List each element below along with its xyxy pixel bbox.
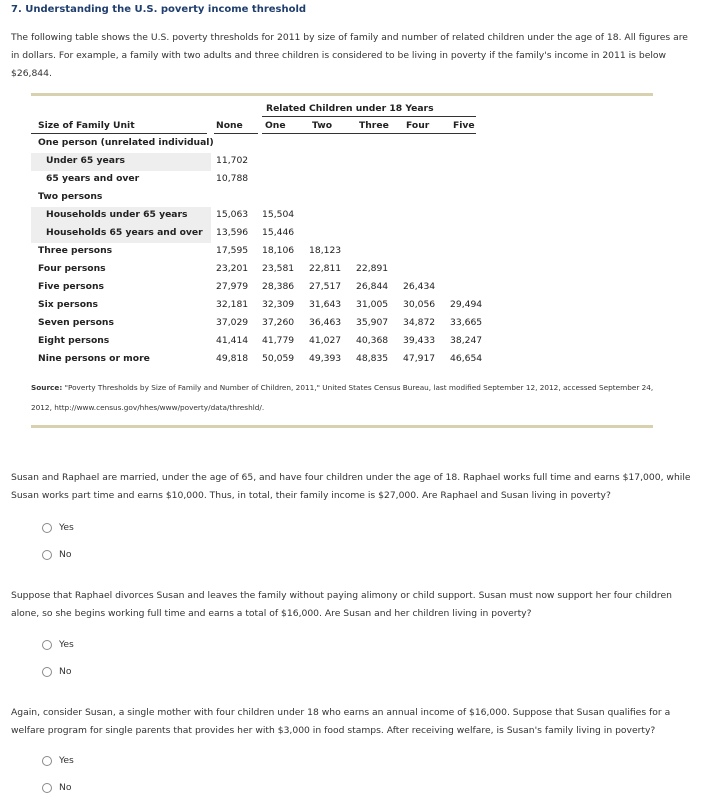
row-label: Two persons	[38, 191, 103, 202]
row-label: Eight persons	[38, 335, 110, 346]
q1-option-yes-label: Yes	[59, 522, 74, 533]
table-cell: 40,368	[356, 335, 389, 346]
radio-button-icon[interactable]	[42, 783, 52, 793]
table-cell: 38,247	[450, 335, 483, 346]
table-cell: 15,063	[216, 209, 249, 220]
table-cell: 39,433	[403, 335, 436, 346]
radio-button-icon[interactable]	[42, 523, 52, 533]
row-label: One person (unrelated individual)	[38, 137, 214, 148]
column-header: Five	[453, 120, 475, 131]
intro-paragraph: The following table shows the U.S. poverty thresholds for 2011 by size of family and number of related children under the age of 18. All figures are in dollars. For example, a family with two adults and three children is considered to be living in poverty if the family's income in 2011 is below $26,844.	[11, 32, 688, 79]
table-cell: 11,702	[216, 155, 249, 166]
table-cell: 37,029	[216, 317, 249, 328]
table-cell: 27,979	[216, 281, 249, 292]
table-cell: 50,059	[262, 353, 295, 364]
table-cell: 46,654	[450, 353, 483, 364]
row-label: Nine persons or more	[38, 353, 150, 364]
radio-button-icon[interactable]	[42, 550, 52, 560]
table-bottom-rule	[31, 425, 653, 428]
table-cell: 18,106	[262, 245, 295, 256]
source-text: "Poverty Thresholds by Size of Family and Number of Children, 2011," United States Census Bureau, last modified September 12, 2012, accessed September 24, 2012, http://www.census.gov/hhes/www/poverty/data/threshld/.	[31, 383, 654, 412]
question-3-text: Again, consider Susan, a single mother with four children under 18 who earns an annual income of $16,000. Suppose that Susan qualifies for a welfare program for single parents that provides her with $3,000 in food stamps. After receiving welfare, is Susan's family living in poverty?	[11, 707, 671, 736]
table-cell: 35,907	[356, 317, 389, 328]
table-cell: 41,414	[216, 335, 249, 346]
row-label: Three persons	[38, 245, 113, 256]
q3-option-no-label: No	[59, 782, 72, 793]
table-cell: 17,595	[216, 245, 249, 256]
question-title: 7. Understanding the U.S. poverty income threshold	[11, 4, 307, 15]
column-header: Three	[359, 120, 389, 131]
table-cell: 49,818	[216, 353, 249, 364]
question-2-text: Suppose that Raphael divorces Susan and leaves the family without paying alimony or child support. Susan must now support her four children alone, so she begins working full time and earns a total of $16,000. Are Susan and her children living in poverty?	[11, 590, 672, 619]
q1-option-no-label: No	[59, 549, 72, 560]
table-cell: 32,309	[262, 299, 295, 310]
header-underline	[31, 133, 207, 134]
table-cell: 23,581	[262, 263, 295, 274]
table-cell: 30,056	[403, 299, 436, 310]
table-cell: 49,393	[309, 353, 342, 364]
table-cell: 27,517	[309, 281, 342, 292]
radio-button-icon[interactable]	[42, 640, 52, 650]
q3-option-yes-label: Yes	[59, 755, 74, 766]
q2-option-yes-label: Yes	[59, 639, 74, 650]
table-cell: 26,844	[356, 281, 389, 292]
radio-button-icon[interactable]	[42, 667, 52, 677]
q2-option-yes[interactable]	[42, 639, 74, 650]
row-header: Size of Family Unit	[38, 120, 135, 131]
table-cell: 31,005	[356, 299, 389, 310]
header-underline	[214, 133, 258, 134]
q1-option-no[interactable]	[42, 549, 72, 560]
table-cell: 41,027	[309, 335, 342, 346]
column-group-header: Related Children under 18 Years	[266, 103, 434, 114]
column-header: None	[216, 120, 243, 131]
q2-option-no[interactable]	[42, 666, 72, 677]
q2-option-no-label: No	[59, 666, 72, 677]
row-label: Four persons	[38, 263, 106, 274]
table-cell: 37,260	[262, 317, 295, 328]
table-cell: 31,643	[309, 299, 342, 310]
table-cell: 28,386	[262, 281, 295, 292]
source-label: Source:	[31, 383, 63, 392]
question-1-text: Susan and Raphael are married, under the age of 65, and have four children under the age of 18. Raphael works full time and earns $17,000, while Susan works part time and earns $10,000. Thus, in total, their family income is $27,000. Are Raphael and Susan living in poverty?	[11, 472, 691, 501]
q1-option-yes[interactable]	[42, 522, 74, 533]
row-label: Five persons	[38, 281, 104, 292]
table-cell: 15,446	[262, 227, 295, 238]
table-cell: 33,665	[450, 317, 483, 328]
table-cell: 36,463	[309, 317, 342, 328]
q3-option-no[interactable]	[42, 782, 72, 793]
table-source	[31, 378, 671, 418]
column-header: One	[265, 120, 286, 131]
table-cell: 22,811	[309, 263, 342, 274]
table-cell: 15,504	[262, 209, 295, 220]
table-cell: 29,494	[450, 299, 483, 310]
table-cell: 13,596	[216, 227, 249, 238]
table-cell: 32,181	[216, 299, 249, 310]
group-header-underline	[262, 116, 476, 117]
row-label: Six persons	[38, 299, 99, 310]
table-cell: 10,788	[216, 173, 249, 184]
column-header: Two	[312, 120, 333, 131]
row-label: 65 years and over	[46, 173, 140, 184]
table-cell: 26,434	[403, 281, 436, 292]
table-cell: 41,779	[262, 335, 295, 346]
table-cell: 18,123	[309, 245, 342, 256]
q3-option-yes[interactable]	[42, 755, 74, 766]
table-cell: 34,872	[403, 317, 436, 328]
table-cell: 48,835	[356, 353, 389, 364]
table-top-rule	[31, 93, 653, 96]
header-underline	[262, 133, 476, 134]
row-label: Under 65 years	[46, 155, 125, 166]
row-label: Households under 65 years	[46, 209, 188, 220]
row-label: Households 65 years and over	[46, 227, 203, 238]
radio-button-icon[interactable]	[42, 756, 52, 766]
table-cell: 22,891	[356, 263, 389, 274]
row-label: Seven persons	[38, 317, 114, 328]
column-header: Four	[406, 120, 430, 131]
table-cell: 47,917	[403, 353, 436, 364]
table-cell: 23,201	[216, 263, 249, 274]
